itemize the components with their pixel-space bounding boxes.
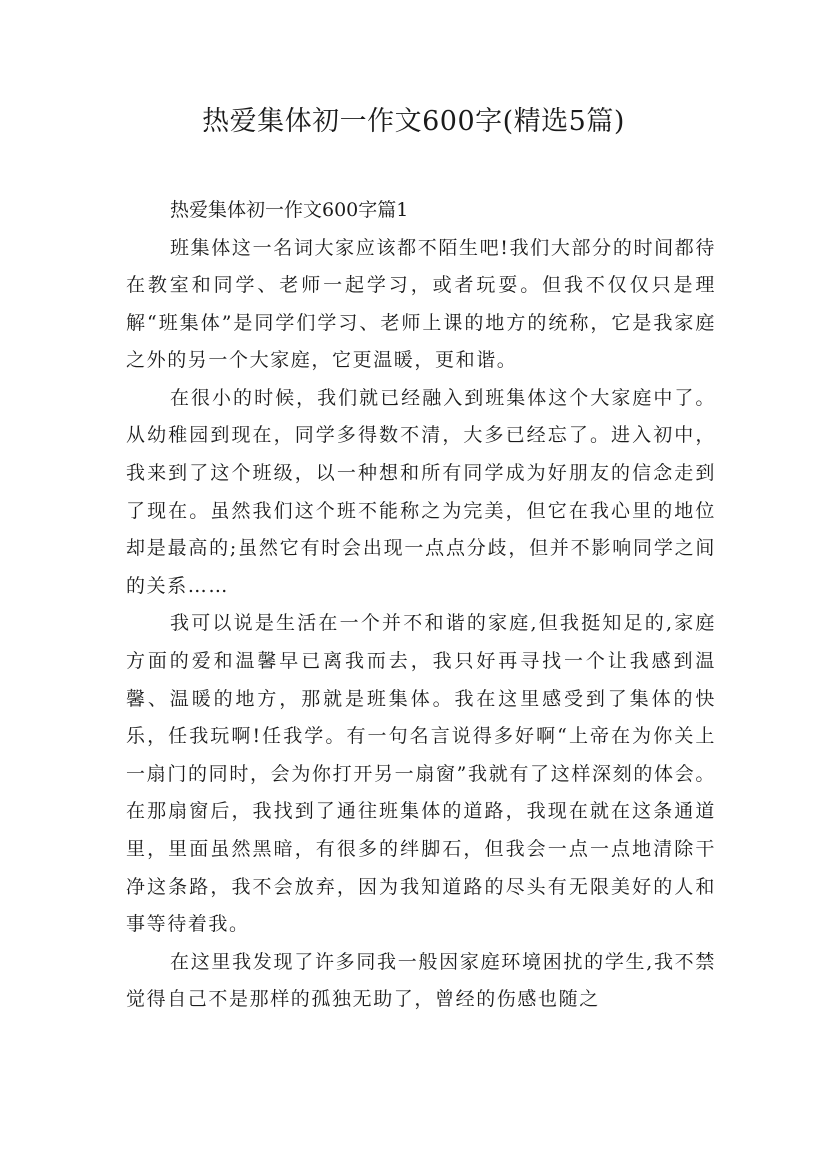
document-body: [126, 192, 716, 1019]
section-heading: 热爱集体初一作文600字篇1: [170, 199, 409, 221]
paragraph-3: 我可以说是生活在一个并不和谐的家庭,但我挺知足的,家庭方面的爱和温馨早已离我而去，我只好再寻找一个让我感到温馨、温暖的地方，那就是班集体。我在这里感受到了集体的快乐，任我玩啊!任我学。有一句名言说得多好啊“上帝在为你关上一扇门的同时，会为你打开另一扇窗”我就有了这样深刻的体会。在那扇窗后，我找到了通往班集体的道路，我现在就在这条通道里，里面虽然黑暗，有很多的绊脚石，但我会一点一点地清除干净这条路，我不会放弃，因为我知道路的尽头有无限美好的人和事等待着我。: [126, 612, 716, 936]
document-title: 热爱集体初一作文600字(精选5篇): [202, 106, 625, 137]
paragraph-2: 在很小的时候，我们就已经融入到班集体这个大家庭中了。从幼稚园到现在，同学多得数不清，大多已经忘了。进入初中，我来到了这个班级，以一种想和所有同学成为好朋友的信念走到了现在。虽然我们这个班不能称之为完美，但它在我心里的地位却是最高的;虽然它有时会出现一点点分歧，但并不影响同学之间的关系……: [126, 386, 716, 597]
paragraph-4: 在这里我发现了许多同我一般因家庭环境困扰的学生,我不禁觉得自己不是那样的孤独无助了，曾经的伤感也随之: [126, 950, 716, 1011]
paragraph-1: 班集体这一名词大家应该都不陌生吧!我们大部分的时间都待在教室和同学、老师一起学习，或者玩耍。但我不仅仅只是理解“班集体”是同学们学习、老师上课的地方的统称，它是我家庭之外的另一个大家庭，它更温暖，更和谐。: [126, 236, 716, 372]
